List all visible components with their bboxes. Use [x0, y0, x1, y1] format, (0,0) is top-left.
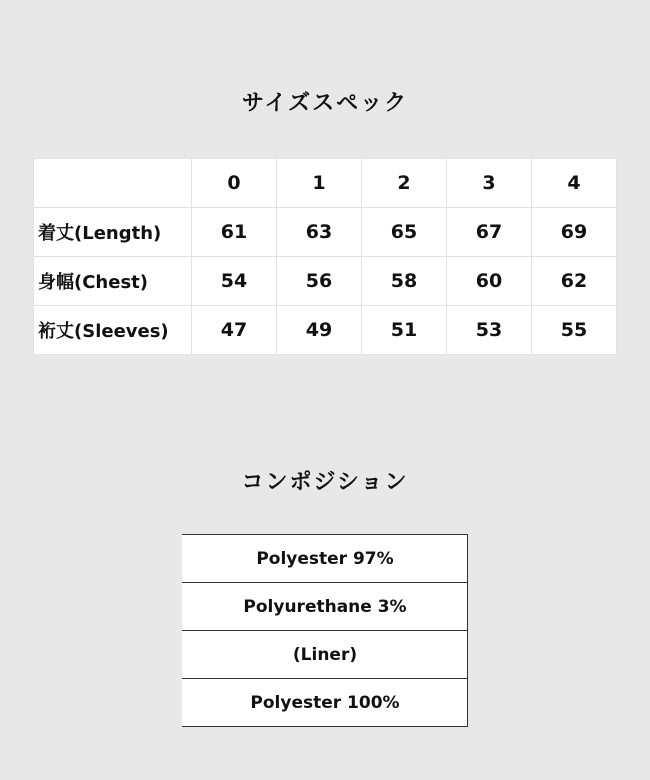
table-cell: 49: [277, 306, 362, 355]
size-spec-table: [33, 158, 617, 355]
composition-cell: Polyurethane 3%: [183, 583, 468, 631]
size-column-header: 4: [532, 159, 617, 208]
table-cell: 58: [362, 257, 447, 306]
table-row: [183, 679, 468, 727]
table-cell: 53: [447, 306, 532, 355]
table-row: [34, 208, 617, 257]
table-cell: 65: [362, 208, 447, 257]
table-cell: 69: [532, 208, 617, 257]
table-cell: 60: [447, 257, 532, 306]
composition-cell: Polyester 97%: [183, 535, 468, 583]
table-cell: 47: [192, 306, 277, 355]
table-row: [34, 257, 617, 306]
row-label-length: 着丈(Length): [34, 208, 192, 257]
table-cell: 63: [277, 208, 362, 257]
composition-table: [182, 534, 468, 727]
size-spec-title: サイズスペック: [241, 91, 409, 116]
row-label-sleeves: 裄丈(Sleeves): [34, 306, 192, 355]
table-row: [183, 631, 468, 679]
table-cell: 56: [277, 257, 362, 306]
table-row: [183, 535, 468, 583]
header-empty-cell: [34, 159, 192, 208]
table-cell: 67: [447, 208, 532, 257]
table-cell: 54: [192, 257, 277, 306]
size-header-row: [34, 159, 617, 208]
table-cell: 51: [362, 306, 447, 355]
table-row: [34, 306, 617, 355]
size-column-header: 2: [362, 159, 447, 208]
composition-cell: Polyester 100%: [183, 679, 468, 727]
size-column-header: 0: [192, 159, 277, 208]
size-column-header: 3: [447, 159, 532, 208]
table-cell: 62: [532, 257, 617, 306]
table-cell: 55: [532, 306, 617, 355]
composition-title: コンポジション: [241, 470, 409, 495]
size-column-header: 1: [277, 159, 362, 208]
table-row: [183, 583, 468, 631]
table-cell: 61: [192, 208, 277, 257]
row-label-chest: 身幅(Chest): [34, 257, 192, 306]
composition-cell: (Liner): [183, 631, 468, 679]
